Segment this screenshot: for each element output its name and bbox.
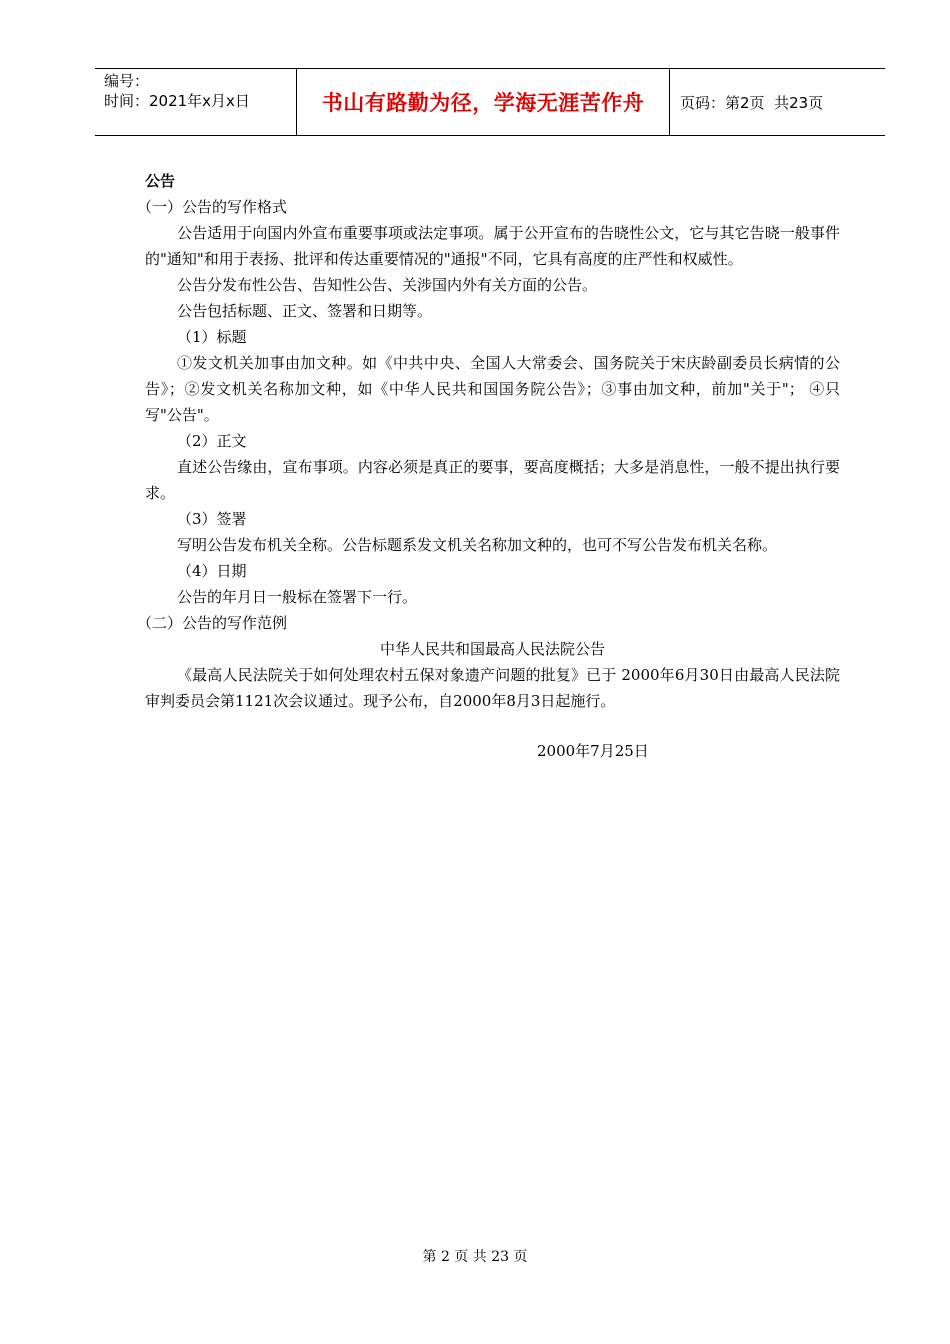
footer-page-number: 第 2 页 共 23 页: [422, 1249, 528, 1265]
section-heading-example: （二）公告的写作范例: [137, 614, 288, 632]
section-heading-format: （一）公告的写作格式: [137, 198, 288, 216]
paragraph-types: 公告分发布性公告、告知性公告、关涉国内外有关方面的公告。: [177, 276, 598, 294]
paragraph-components: 公告包括标题、正文、签署和日期等。: [177, 302, 433, 320]
item-heading-signature: （3）签署: [177, 510, 247, 528]
serial-number-label: 编号：: [104, 72, 150, 90]
example-date: 2000年7月25日: [537, 742, 649, 760]
header-meta-cell: [95, 69, 297, 135]
paragraph-title-rules: ①发文机关加事由加文种。如《中共中央、全国人大常委会、国务院关于宋庆龄副委员长病情的公告》；②发文机关名称加文种，如《中华人民共和国国务院公告》；③事由加文种，前加"关于"； ④只写"公告"。: [145, 354, 840, 424]
item-heading-date: （4）日期: [177, 562, 247, 580]
document-title: 公告: [145, 172, 176, 190]
paragraph-date-rules: 公告的年月日一般标在签署下一行。: [177, 588, 418, 606]
example-title: 中华人民共和国最高人民法院公告: [379, 640, 605, 658]
paragraph-example-body: 《最高人民法院关于如何处理农村五保对象遗产问题的批复》已于 2000年6月30日由最高人民法院审判委员会第1121次会议通过。现予公布，自2000年8月3日起施行。: [145, 666, 840, 710]
item-heading-body: （2）正文: [177, 432, 247, 450]
document-body: [137, 168, 840, 714]
header-motto-cell: [297, 69, 670, 135]
page-info: 页码：第2页 共23页: [680, 93, 824, 112]
time-label: 时间：2021年x月x日: [104, 92, 250, 110]
page-header: [95, 68, 885, 136]
item-heading-title: （1）标题: [177, 328, 247, 346]
paragraph-body-rules: 直述公告缘由，宣布事项。内容必须是真正的要事，要高度概括；大多是消息性，一般不提出执行要求。: [145, 458, 840, 502]
paragraph-signature-rules: 写明公告发布机关全称。公告标题系发文机关名称加文种的，也可不写公告发布机关名称。: [177, 536, 778, 554]
page-footer: [0, 1246, 950, 1266]
header-page-cell: [670, 69, 885, 135]
paragraph-definition: 公告适用于向国内外宣布重要事项或法定事项。属于公开宣布的告晓性公文，它与其它告晓一般事件的"通知"和用于表扬、批评和传达重要情况的"通报"不同，它具有高度的庄严性和权威性。: [145, 224, 840, 268]
motto-text: 书山有路勤为径，学海无涯苦作舟: [321, 91, 645, 115]
